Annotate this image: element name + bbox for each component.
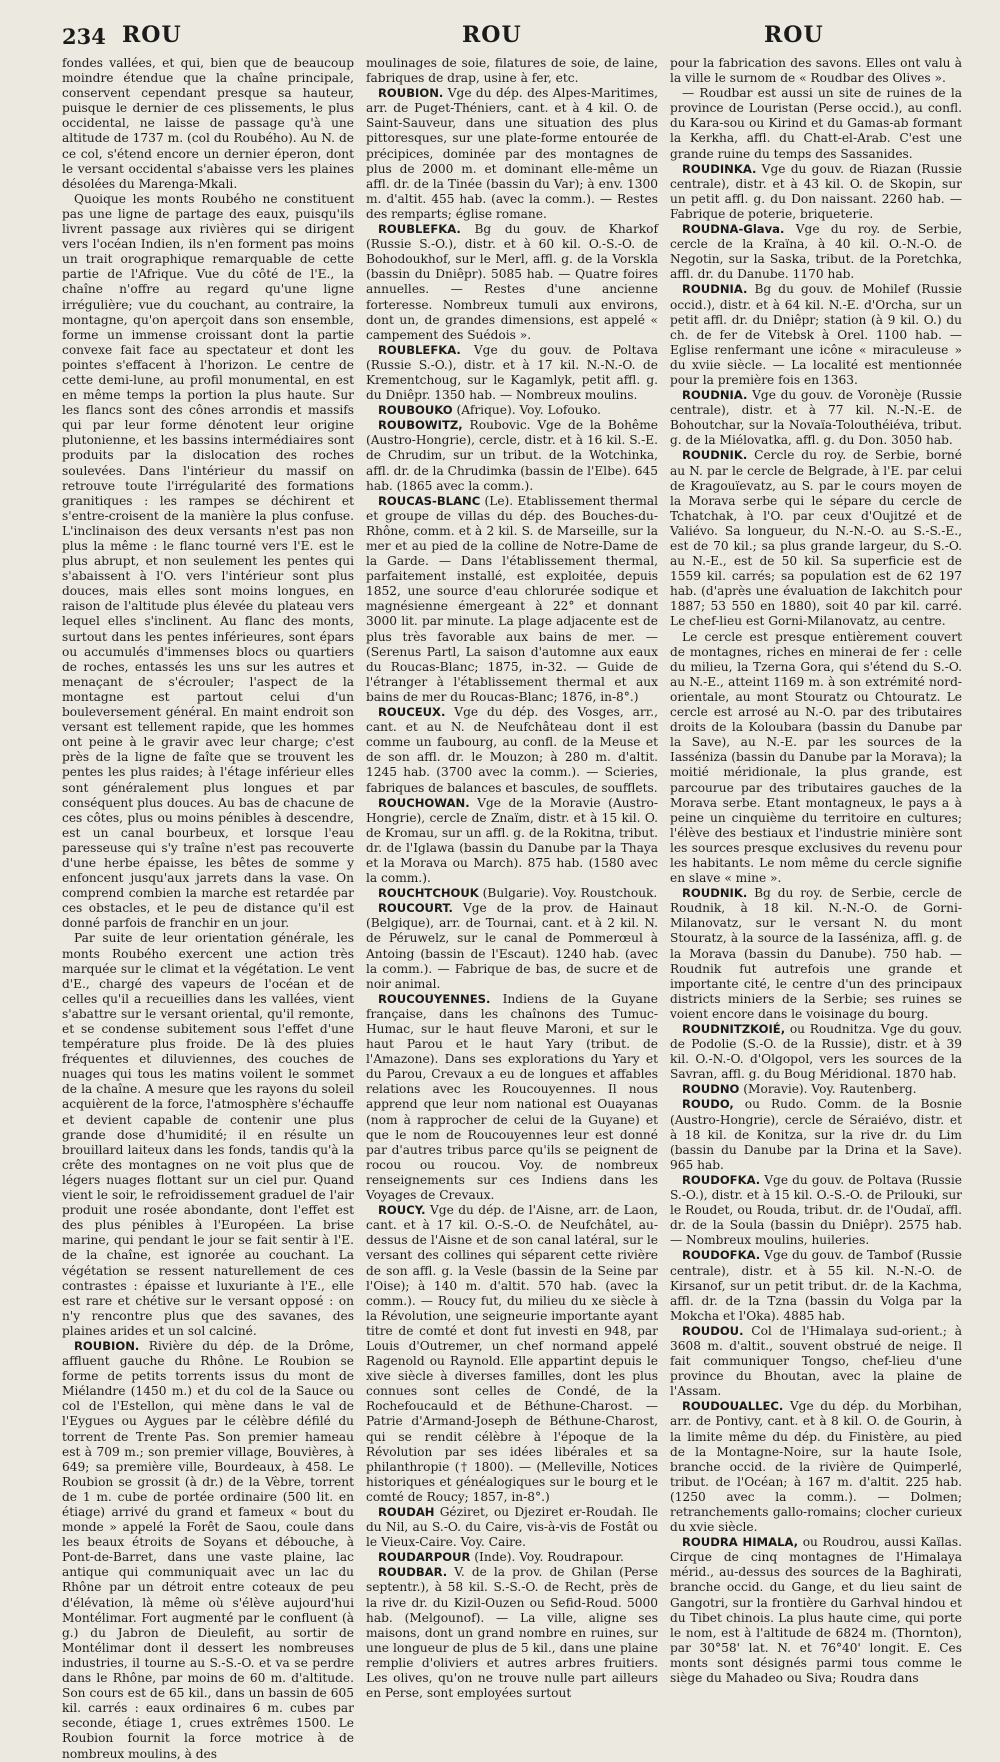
entry-text: Cercle du roy. de Serbie, borné au N. par le cercle de Belgrade, à l'E. par celui de Kragouïevatz, au S. par le cours moyen de la Morava serbe qui le sépare du cercle de Tchatchak, à l'O. par ceux d'Oujitzé et de Valiévo. Sa longueur, du N.-N.-O. au S.-S.-E., est de 70 kil.; sa plus grande largeur, du S.-O. au N.-E., est de 50 kil. Sa superficie est de 1559 kil. carrés; sa population est de 62 197 hab. (d'après une évaluation de Iakchitch pour 1887; 53 550 en 1880), soit 40 par kil. carré. Le chef-lieu est Gorni-Milanovatz, au centre. bbox=[670, 448, 962, 629]
dictionary-entry bbox=[670, 1399, 962, 1535]
entry-paragraph bbox=[670, 630, 962, 887]
entry-text: Roubovic. Vge de la Bohême (Austro-Hongrie), cercle, distr. et à 16 kil. S.-E. de Chrudim, sur un tribut. de la Wotchinka, affl. dr. de la Chrudimka (bassin de l'Elbe). 645 hab. (1865 avec la comm.). bbox=[366, 418, 658, 493]
running-head-right: ROU bbox=[764, 22, 824, 48]
entry-text: (Afrique). Voy. Lofouko. bbox=[452, 403, 601, 418]
entry-headword: ROUCEUX. bbox=[378, 705, 446, 720]
dictionary-entry bbox=[366, 796, 658, 887]
entry-text: Vge du gouv. de Poltava (Russie S.-O.), distr. et à 17 kil. N.-N.-O. de Krementchoug, sur le Kagamlyk, petit affl. g. du Dniêpr. 1350 hab. — Nombreux moulins. bbox=[366, 342, 658, 403]
entry-headword: ROUCAS-BLANC bbox=[378, 493, 481, 508]
entry-text: Vge du gouv. de Tambof (Russie centrale), distr. et à 55 kil. N.-N.-O. de Kirsanof, sur un petit tribut. dr. de la Kachma, affl. dr. de la Tzna (bassin du Volga par la Mokcha et l'Oka). 4885 hab. bbox=[670, 1248, 962, 1323]
entry-text: (Inde). Voy. Roudrapour. bbox=[470, 1550, 624, 1565]
entry-headword: ROUCY. bbox=[378, 1203, 426, 1218]
dictionary-entry bbox=[366, 222, 658, 343]
entry-headword: ROUDNO bbox=[682, 1082, 740, 1097]
running-head-center: ROU bbox=[462, 22, 522, 48]
entry-text: pour la fabrication des savons. Elles ont valu à la ville le surnom de « Roudbar des Olives ». bbox=[670, 56, 962, 86]
entry-headword: ROUBOWITZ, bbox=[378, 418, 463, 433]
entry-headword: ROUDNIK. bbox=[682, 886, 748, 901]
dictionary-entry bbox=[366, 705, 658, 796]
dictionary-entry bbox=[366, 86, 658, 222]
entry-text: Vge du dép. des Vosges, arr., cant. et au N. de Neufchâteau dont il est comme un faubourg, au confl. de la Meuse et de son affl. dr. le Mouzon; à 280 m. d'altit. 1245 hab. (3700 avec la comm.). — Scieries, fabriques de balances et bascules, de soufflets. bbox=[366, 705, 658, 795]
text-columns bbox=[62, 56, 976, 1761]
dictionary-entry bbox=[670, 222, 962, 282]
entry-text: Vge de la prov. de Hainaut (Belgique), arr. de Tournai, cant. et à 2 kil. N. de Péruwelz, sur le canal de Pommerœul à Antoing (bassin de l'Escaut). 1240 hab. (avec la comm.). — Fabrique de bas, de sucre et de noir animal. bbox=[366, 901, 658, 991]
entry-headword: ROUCHOWAN. bbox=[378, 795, 470, 810]
entry-paragraph bbox=[670, 56, 962, 86]
entry-text: (Moravie). Voy. Rautenberg. bbox=[739, 1082, 917, 1097]
entry-text: Géziret, ou Djeziret er-Roudah. Ile du Nil, au S.-O. du Caire, vis-à-vis de Fostât ou le Vieux-Caire. Voy. Caire. bbox=[366, 1505, 658, 1550]
entry-headword: ROUDAH bbox=[378, 1505, 435, 1519]
entry-headword: ROUCOUYENNES. bbox=[378, 991, 491, 1006]
entry-headword: ROUDNA-Glava. bbox=[682, 222, 785, 237]
entry-paragraph bbox=[62, 56, 354, 192]
dictionary-entry bbox=[366, 403, 658, 418]
entry-text: Vge du dép. des Alpes-Maritimes, arr. de Puget-Théniers, cant. et à 4 kil. O. de Saint-Sauveur, dans une situation des plus pittoresques, sur une plate-forme entourée de précipices, dominée par des montagnes de plus de 2000 m. et dominant elle-même un affl. dr. de la Tinée (bassin du Var); à env. 1300 m. d'altit. 455 hab. (avec la comm.). — Restes des remparts; église romane. bbox=[366, 86, 658, 221]
entry-text: Rivière du dép. de la Drôme, affluent gauche du Rhône. Le Roubion se forme de petits torrents issus du mont de Miélandre (1450 m.) et du col de la Sauce ou col de l'Estellon, qui mène dans le val de l'Eygues ou Aygues par le célèbre défilé du torrent de Trente Pas. Son premier hameau est à 709 m.; son premier village, Bouvières, à 649; sa première ville, Bourdeaux, à 458. Le Roubion se grossit (à dr.) de la Vèbre, torrent de 1 m. cube de portée ordinaire (500 lit. en étiage) arrivé du grand et fameux « bout du monde » appelé la Forêt de Saou, coule dans les beaux étroits de Soyans et débouche, à Pont-de-Barret, dans une vaste plaine, lac antique qui communiquait avec un lac du Rhône par un détroit entre coteaux de peu d'élévation, là même où s'élève aujourd'hui Montélimar. Fort augmenté par le confluent (à g.) du Jabron de Dieulefit, au sortir de Montélimar dont il dessert les nombreuses industries, il tourne au S.-S.-O. et va se perdre dans le Rhône, par moins de 60 m. d'altitude. Son cours est de 65 kil., dans un bassin de 605 kil. carrés : eaux ordinaires 6 m. cubes par seconde, étiage 1, crues extrêmes 1500. Le Roubion fournit la force motrice à de nombreux moulins, à des bbox=[62, 1338, 354, 1761]
entry-text: Bg du gouv. de Kharkof (Russie S.-O.), distr. et à 60 kil. O.-S.-O. de Bohodoukhof, sur le Merl, affl. g. de la Vorskla (bassin du Dniêpr). 5085 hab. — Quatre foires annuelles. — Restes d'une ancienne forteresse. Nombreux tumuli aux environs, dont un, de grandes dimensions, est appelé « campement des Suédois ». bbox=[366, 222, 658, 342]
dictionary-entry bbox=[670, 282, 962, 388]
column-3 bbox=[670, 56, 962, 1686]
entry-paragraph bbox=[670, 86, 962, 161]
running-head-left: ROU bbox=[122, 22, 182, 48]
dictionary-entry bbox=[366, 1550, 658, 1565]
entry-text: Vge du gouv. de Poltava (Russie S.-O.), distr. et à 15 kil. O.-S.-O. de Prilouki, sur le Roudet, ou Rouda, tribut. dr. de l'Oudaï, affl. dr. de la Soula (bassin du Dniêpr). 2575 hab. — Nombreux moulins, huileries. bbox=[670, 1172, 962, 1248]
dictionary-entry bbox=[366, 494, 658, 705]
entry-text: Vge de la Moravie (Austro-Hongrie), cercle de Znaïm, distr. et à 15 kil. O. de Kromau, sur un affl. g. de la Rokitna, tribut. dr. de l'Iglawa (bassin du Danube par la Thaya et la Morava ou March). 875 hab. (1580 avec la comm.). bbox=[366, 795, 658, 886]
dictionary-entry bbox=[366, 1565, 658, 1701]
dictionary-entry bbox=[670, 1248, 962, 1323]
dictionary-entry bbox=[670, 1324, 962, 1399]
entry-text: Vge du dép. du Morbihan, arr. de Pontivy, cant. et à 8 kil. O. de Gourin, à la limite même du dép. du Finistère, au pied de la Montagne-Noire, sur la haute Isole, branche occid. de la rivière de Quimperlé, tribut. de l'Océan; à 167 m. d'altit. 225 hab. (1250 avec la comm.). — Dolmen; retranchements gallo-romains; clocher curieux du xvie siècle. bbox=[670, 1399, 962, 1535]
entry-headword: ROUBION. bbox=[378, 86, 444, 101]
page-header bbox=[62, 18, 976, 56]
dictionary-entry bbox=[366, 886, 658, 901]
entry-headword: ROUDRA HIMALA, bbox=[682, 1535, 799, 1550]
dictionary-entry bbox=[670, 886, 962, 1022]
dictionary-entry bbox=[366, 1505, 658, 1550]
dictionary-entry bbox=[670, 448, 962, 629]
entry-text: ou Roudnitza. Vge du gouv. de Podolie (S.-O. de la Russie), distr. et à 39 kil. O.-N.-O. d'Olgopol, vers les sources de la Savran, affl. g. du Boug Méridional. 1870 hab. bbox=[670, 1022, 962, 1082]
entry-text: Col de l'Himalaya sud-orient.; à 3608 m. d'altit., souvent obstrué de neige. Il fait communiquer Tongso, chef-lieu d'une province du Bhoutan, avec la plaine de l'Assam. bbox=[670, 1323, 962, 1399]
entry-text: Vge du gouv. de Voronèje (Russie centrale), distr. et à 77 kil. N.-N.-E. de Bohoutchar, sur la Novaïa-Tolouthéiéva, tribut. g. de la Miélovatka, affl. g. du Don. 3050 hab. bbox=[670, 388, 962, 448]
entry-text: Bg du roy. de Serbie, cercle de Roudnik, à 18 kil. N.-N.-O. de Gorni-Milanovatz, sur le versant N. du mont Stouratz, à la source de la Iasséniza, affl. g. de la Morava (bassin du Danube). 750 hab. — Roudnik fut autrefois une grande et importante cité, le centre d'un des principaux districts miniers de la Serbie; ses ruines se voient encore dans le voisinage du bourg. bbox=[670, 886, 962, 1021]
column-1 bbox=[62, 56, 354, 1761]
dictionary-entry bbox=[670, 388, 962, 448]
dictionary-entry bbox=[670, 1022, 962, 1082]
dictionary-entry bbox=[366, 418, 658, 493]
entry-headword: ROUBOUKO bbox=[378, 403, 453, 418]
entry-text: V. de la prov. de Ghilan (Perse septentr.), à 58 kil. S.-S.-O. de Recht, près de la rive dr. du Kizil-Ouzen ou Sefid-Roud. 5000 hab. (Melgounof). — La ville, aligne ses maisons, dont un grand nombre en ruines, sur une longueur de plus de 5 kil., dans une plaine remplie d'oliviers et autres arbres fruitiers. Les olives, qu'on ne trouve nulle part ailleurs en Perse, sont employées surtout bbox=[366, 1565, 658, 1701]
dictionary-entry bbox=[366, 1203, 658, 1505]
entry-paragraph bbox=[366, 56, 658, 86]
entry-headword: ROUCHTCHOUK bbox=[378, 886, 479, 901]
column-2 bbox=[366, 56, 658, 1701]
entry-headword: ROUDNIA. bbox=[682, 282, 748, 297]
entry-text: Vge du dép. de l'Aisne, arr. de Laon, cant. et à 17 kil. O.-S.-O. de Neufchâtel, au-dessus de l'Aisne et de son canal latéral, sur le versant des collines qui séparent cette rivière de son affl. g. la Vesle (bassin de la Seine par l'Oise); à 140 m. d'altit. 570 hab. (avec la comm.). — Roucy fut, du milieu du xe siècle à la Révolution, une seigneurie importante ayant titre de comté et dont fut investi en 948, par Louis d'Outremer, un chef normand appelé Ragenold ou Raynold. Elle appartint depuis le xive siècle à diverses familles, dont les plus connues sont celles de Condé, de la Rochefoucauld et de Béthune-Charost. — Patrie d'Armand-Joseph de Béthune-Charost, qui se rendit célèbre à l'époque de la Révolution par ses idées libérales et sa philanthropie († 1800). — (Melleville, Notices historiques et généalogiques sur le bourg et le comté de Roucy; 1857, in-8°.) bbox=[366, 1203, 658, 1504]
page-number: 234 bbox=[62, 24, 106, 49]
entry-headword: ROUBION. bbox=[74, 1338, 140, 1353]
entry-text: Vge du roy. de Serbie, cercle de la Kraïna, à 40 kil. O.-N.-O. de Negotin, sur la Saska, tribut. de la Poretchka, affl. dr. du Danube. 1170 hab. bbox=[670, 222, 962, 282]
dictionary-entry bbox=[62, 1339, 354, 1762]
dictionary-entry bbox=[366, 901, 658, 992]
entry-headword: ROUDARPOUR bbox=[378, 1550, 471, 1565]
dictionary-entry bbox=[670, 1097, 962, 1172]
dictionary-entry bbox=[670, 1082, 962, 1097]
entry-headword: ROUDBAR. bbox=[378, 1565, 448, 1580]
entry-text: moulinages de soie, filatures de soie, de laine, fabriques de drap, usine à fer, etc. bbox=[366, 56, 658, 86]
entry-headword: ROUDOU. bbox=[682, 1323, 744, 1338]
entry-headword: ROUDINKA. bbox=[682, 161, 757, 176]
entry-headword: ROUDOFKA. bbox=[682, 1248, 761, 1263]
entry-headword: ROUDOUALLEC. bbox=[682, 1399, 784, 1414]
entry-paragraph bbox=[62, 192, 354, 932]
entry-headword: ROUDO, bbox=[682, 1097, 734, 1112]
entry-headword: ROUBLEFKA. bbox=[378, 342, 461, 357]
entry-headword: ROUDOFKA. bbox=[682, 1172, 761, 1187]
entry-text: ou Roudrou, aussi Kaïlas. Cirque de cinq montagnes de l'Himalaya mérid., au-dessus des sources de la Baghirati, branche occid. du Gange, et du lieu saint de Gangotri, sur la frontière du Garhval hindou et du Tibet chinois. La plus haute cime, qui porte le nom, est à l'altitude de 6824 m. (Thornton), par 30°58' lat. N. et 76°40' longit. E. Ces monts sont désignés parmi tous comme le siège du Mahadeo ou Siva; Roudra dans bbox=[670, 1535, 962, 1686]
entry-text: Par suite de leur orientation générale, les monts Roubého exercent une action très marquée sur le climat et la végétation. Le vent d'E., chargé des vapeurs de l'océan et de celles qu'il a recueillies dans les vallées, vient s'abattre sur le versant oriental, qu'il remonte, et se condense subitement sous l'effet d'une température plus froide. De là des pluies fréquentes et diluviennes, des couches de nuages qui tous les matins voilent le sommet de la chaîne. A mesure que les rayons du soleil acquièrent de la force, l'atmosphère s'échauffe et devient capable de contenir une plus grande dose d'humidité; il en résulte un brouillard laiteux dans les fonds, tandis qu'à la crête des montagnes on ne voit plus que de légers nuages flottant sur un ciel pur. Quand vient le soir, le refroidissement graduel de l'air produit une rosée abondante, dont l'effet est des plus pénibles à l'Européen. La brise marine, qui pendant le jour se fait sentir à l'E. de la chaîne, est ignorée au couchant. La végétation se ressent naturellement de ces contrastes : épaisse et luxuriante à l'E., elle est rare et chétive sur le versant opposé : on n'y rencontre plus que des savanes, des plaines arides et un sol calciné. bbox=[62, 931, 354, 1338]
entry-text: (Le). Etablissement thermal et groupe de villas du dép. des Bouches-du-Rhône, comm. et à 2 kil. S. de Marseille, sur la mer et au pied de la colline de Notre-Dame de la Garde. — Dans l'établissement thermal, parfaitement installé, est exploitée, depuis 1852, une source d'eau chlorurée sodique et magnésienne émergeant à 22° et donnant 3000 lit. par minute. La plage adjacente est de plus très favorable aux bains de mer. — (Serenus Partl, La saison d'automne aux eaux du Roucas-Blanc; 1875, in-32. — Guide de l'étranger à l'établissement thermal et aux bains de mer du Roucas-Blanc; 1876, in-8°.) bbox=[366, 493, 658, 704]
dictionary-entry bbox=[366, 343, 658, 403]
entry-text: ou Rudo. Comm. de la Bosnie (Austro-Hongrie), cercle de Séraiévo, distr. et à 18 kil. de Konitza, sur la rive dr. du Lim (bassin du Danube par la Drina et la Save). 965 hab. bbox=[670, 1097, 962, 1172]
entry-text: Quoique les monts Roubého ne constituent pas une ligne de partage des eaux, puisqu'ils livrent passage aux rivières qui se dirigent vers l'océan Indien, ils n'en forment pas moins un trait orographique remarquable de cette partie de l'Afrique. Vue du côté de l'E., la chaîne n'offre au regard qu'une ligne irrégulière; vue du couchant, au contraire, la montagne, qu'on aperçoit dans son ensemble, forme un immense croissant dont la partie convexe fait face au spectateur et dont les pointes s'effacent à l'horizon. Le centre de cette demi-lune, au profil monumental, en est en même temps la portion la plus haute. Sur les flancs sont des cônes arrondis et massifs qui par leur forme dénotent leur origine plutonienne, et les bassins intermédiaires sont produits par la dislocation des roches soulevées. Dans l'intérieur du massif on retrouve toute l'irrégularité des formations granitiques : les rampes se déchirent et s'entre-croisent de la manière la plus confuse. L'inclinaison des deux versants n'est pas non plus la même : le flanc tourné vers l'E. est le plus abrupt, et non seulement les pentes qui s'abaissent à l'O. vers l'intérieur sont plus douces, mais elles sont moins longues, en raison de l'altitude plus élevée du plateau vers lequel elles s'inclinent. Au flanc des monts, surtout dans les pentes inférieures, sont épars ou accumulés d'immenses blocs ou quartiers de roches, entassés les uns sur les autres et menaçant de s'écrouler; l'aspect de la montagne est partout celui d'un bouleversement général. En maint endroit son versant est tellement rapide, que les hommes ont peine à le gravir avec leur charge; c'est près de la ligne de faîte que se trouvent les pentes les plus raides; à l'étage inférieur elles sont généralement plus longues et par conséquent plus douces. Au bas de chacune de ces côtes, plus ou moins pénibles à descendre, est un canal bourbeux, et lorsque l'eau paresseuse qui s'y traîne n'est pas recouverte d'une herbe épaisse, les bêtes de somme y enfoncent jusqu'aux jarrets dans la vase. On comprend combien la marche est retardée par ces obstacles, et le peu de distance qu'il est donné parfois de franchir en un jour. bbox=[62, 191, 354, 931]
entry-text: fondes vallées, et qui, bien que de beaucoup moindre étendue que la chaîne principale, conservent cependant presque sa hauteur, puisque le dernier de ces plissements, le plus occidental, ne laisse de passage qu'à une altitude de 1737 m. (col du Roubého). Au N. de ce col, s'étend encore un dernier éperon, dont le versant occidental s'abaisse vers les plaines désolées du Marenga-Mkali. bbox=[62, 56, 354, 191]
entry-headword: ROUDNIK. bbox=[682, 448, 748, 463]
entry-headword: ROUBLEFKA. bbox=[378, 222, 461, 237]
entry-paragraph bbox=[62, 931, 354, 1339]
dictionary-entry bbox=[670, 1173, 962, 1248]
entry-text: (Bulgarie). Voy. Roustchouk. bbox=[478, 886, 658, 901]
entry-headword: ROUDNIA. bbox=[682, 388, 748, 403]
dictionary-entry bbox=[670, 162, 962, 222]
entry-text: Indiens de la Guyane française, dans les chaînons des Tumuc-Humac, sur le haut fleuve Maroni, et sur le haut Parou et le haut Yary (tribut. de l'Amazone). Dans ses explorations du Yary et du Parou, Crevaux a eu de longues et affables relations avec les Roucouyennes. Il nous apprend que leur nom national est Ouayanas (nom à rapprocher de celui de la Guyane) et que le nom de Roucouyennes leur est donné par d'autres tribus parce qu'ils se peignent de rocou ou roucou. Voy. de nombreux renseignements sur ces Indiens dans les Voyages de Crevaux. bbox=[366, 991, 658, 1203]
entry-text: Le cercle est presque entièrement couvert de montagnes, riches en minerai de fer : celle du milieu, la Tzerna Gora, qui s'étend du S.-O. au N.-E., atteint 1169 m. à son extrémité nord-orientale, au mont Stouratz ou Chtouratz. Le cercle est arrosé au N.-O. par des tributaires droits de la Koloubara (bassin du Danube par la Save), au N.-E. par les sources de la Iasséniza (bassin du Danube par la Morava); la moitié méridionale, la plus grande, est parcourue par des tributaires gauches de la Morava serbe. Etant montagneux, le pays a à peine un cinquième du territoire en cultures; l'élève des bestiaux et l'industrie minière sont les sources presque exclusives du revenu pour les habitants. Le nom même du cercle signifie en slave « mine ». bbox=[670, 629, 962, 886]
entry-headword: ROUDNITZKOIÉ, bbox=[682, 1022, 786, 1036]
entry-text: Vge du gouv. de Riazan (Russie centrale), distr. et à 43 kil. O. de Skopin, sur un petit affl. g. du Don naissant. 2260 hab. — Fabrique de poterie, briqueterie. bbox=[670, 161, 962, 221]
entry-text: Bg du gouv. de Mohilef (Russie occid.), distr. et à 64 kil. N.-E. d'Orcha, sur un petit affl. dr. du Dniêpr; station (à 9 kil. O.) du ch. de fer de Vitebsk à Orel. 1100 hab. — Eglise renfermant une icône « miraculeuse » du xviie siècle. — La localité est mentionnée pour la première fois en 1363. bbox=[670, 282, 962, 387]
dictionary-entry bbox=[366, 992, 658, 1203]
entry-text: — Roudbar est aussi un site de ruines de la province de Louristan (Perse occid.), au confl. du Kara-sou ou Kirind et du Gamas-ab formant la Kerkha, affl. du Chatt-el-Arab. C'est une grande ruine du temps des Sassanides. bbox=[670, 86, 962, 161]
dictionary-entry bbox=[670, 1535, 962, 1686]
entry-headword: ROUCOURT. bbox=[378, 901, 453, 916]
